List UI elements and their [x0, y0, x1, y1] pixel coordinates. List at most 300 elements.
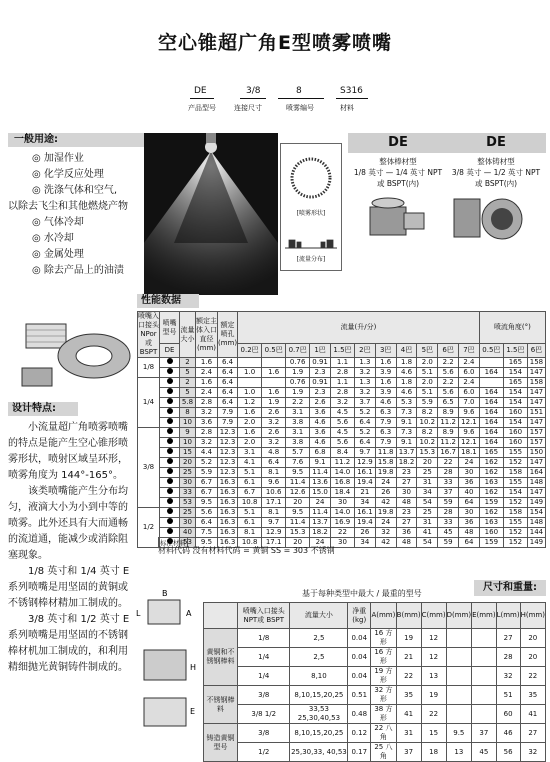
usage-item: ◎ 除去产品上的油渍: [32, 265, 124, 276]
perf-cell: 53: [180, 538, 196, 548]
perf-cell: 2.0: [238, 438, 262, 448]
perf-row: [138, 378, 546, 388]
perf-cell: 6.1: [238, 518, 262, 528]
perf-cell: 151: [527, 408, 545, 418]
dims-cell: 19: [421, 686, 446, 705]
pressure-header: 1.5巴: [330, 344, 354, 358]
dims-cell: 35: [396, 686, 421, 705]
perf-cell: 3.2: [262, 418, 286, 428]
perf-cell: 36: [396, 528, 417, 538]
perf-cell: 15: [180, 448, 196, 458]
col-orifice: 流量大小: [180, 312, 196, 358]
perf-cell: 162: [479, 488, 503, 498]
dims-header: H(mm): [520, 603, 545, 629]
perf-cell: 1.6: [196, 358, 218, 368]
perf-cell: 154: [503, 418, 527, 428]
perf-cell: 8.1: [262, 468, 286, 478]
pn-caption-model: 产品型号: [188, 104, 216, 112]
perf-cell: 1.3: [354, 378, 375, 388]
perf-cell: 7.3: [396, 408, 417, 418]
perf-cell: 14.0: [330, 508, 354, 518]
dims-cell: 37: [396, 743, 421, 762]
model-dot: [160, 528, 180, 538]
perf-cell: 6.7: [238, 488, 262, 498]
perf-cell: 1.6: [238, 428, 262, 438]
features-text: [8, 420, 130, 676]
perf-cell: 16.8: [330, 478, 354, 488]
spray-pattern-diagram: [280, 143, 342, 271]
perf-cell: 16.7: [438, 448, 459, 458]
perf-cell: 1.6: [375, 358, 396, 368]
usage-heading: 一般用途:: [8, 133, 144, 147]
perf-cell: 14.0: [330, 468, 354, 478]
perf-cell: 11.2: [438, 418, 459, 428]
perf-cell: 30: [180, 478, 196, 488]
perf-cell: 157: [527, 438, 545, 448]
perf-cell: 23: [396, 468, 417, 478]
perf-cell: 3.1: [286, 428, 310, 438]
perf-cell: 30: [330, 538, 354, 548]
perf-cell: 9.6: [459, 428, 480, 438]
dims-cell: 19 方形: [371, 667, 397, 686]
dims-cell: 56: [496, 743, 520, 762]
perf-cell: 160: [503, 408, 527, 418]
perf-cell: 1.1: [330, 378, 354, 388]
perf-cell: 1.6: [196, 378, 218, 388]
usage-item: ◎ 水冷却: [32, 233, 74, 244]
perf-cell: 27: [396, 478, 417, 488]
model-dot: [160, 508, 180, 518]
perf-cell: 30: [459, 508, 480, 518]
perf-cell: 3.2: [262, 438, 286, 448]
dims-row: [204, 686, 546, 705]
de-cast-line: 整体铸材型: [477, 157, 515, 166]
perf-cell: 6.1: [238, 478, 262, 488]
perf-cell: 26: [354, 528, 375, 538]
perf-cell: 5.7: [286, 448, 310, 458]
perf-cell: 16.3: [218, 528, 238, 538]
perf-cell: 152: [503, 528, 527, 538]
perf-cell: 9.5: [196, 538, 218, 548]
de-bar-line: 或 BSPT(内): [376, 179, 420, 188]
usage-item: ◎ 气体冷却: [32, 217, 84, 228]
svg-text:H: H: [190, 663, 197, 672]
perf-cell: [238, 358, 262, 368]
perf-cell: 155: [503, 448, 527, 458]
perf-cell: 164: [479, 388, 503, 398]
perf-cell: 158: [527, 358, 545, 368]
perf-cell: 12.3: [218, 438, 238, 448]
perf-cell: 20: [286, 538, 310, 548]
perf-cell: 0.91: [310, 378, 331, 388]
perf-cell: 25: [417, 468, 438, 478]
perf-cell: 5.9: [417, 398, 438, 408]
perf-cell: 147: [527, 388, 545, 398]
perf-cell: 41: [417, 528, 438, 538]
page-title: 空心锥超广角E型喷雾喷嘴: [158, 32, 392, 54]
perf-row: [138, 398, 546, 408]
de-bar-line: 1/8 英寸 — 1/4 英寸 NPT: [353, 168, 443, 177]
perf-cell: 24: [459, 458, 480, 468]
perf-cell: 9.6: [262, 478, 286, 488]
pressure-header: 1巴: [310, 344, 331, 358]
perf-cell: 24: [375, 518, 396, 528]
perf-cell: 40: [180, 528, 196, 538]
dims-cell: 0.04: [348, 629, 371, 648]
perf-cell: 1.9: [286, 368, 310, 378]
perf-row: [138, 528, 546, 538]
de-bar-line: 整体棒材型: [379, 157, 417, 166]
dims-cell: 1/2: [238, 743, 290, 762]
std-material-tag: 标准材料: [160, 539, 186, 547]
perf-cell: 5.6: [438, 368, 459, 378]
dims-cell: 27: [520, 724, 545, 743]
col-angle: 喷流角度(°): [479, 312, 545, 344]
perf-cell: 5.1: [238, 468, 262, 478]
material-code-note: 材料代码 没有材料代码 = 黄铜 SS = 303 不锈钢: [158, 546, 335, 555]
perf-cell: 31: [417, 518, 438, 528]
perf-cell: 8.2: [417, 428, 438, 438]
perf-cell: 162: [479, 508, 503, 518]
dimensions-table: [203, 602, 546, 762]
col-model-de: DE: [160, 344, 180, 358]
perf-cell: 157: [527, 428, 545, 438]
perf-cell: 160: [503, 438, 527, 448]
dims-cell: 16 方形: [371, 629, 397, 648]
perf-cell: 20: [417, 458, 438, 468]
perf-cell: 28: [438, 468, 459, 478]
perf-cell: 22: [438, 458, 459, 468]
perf-cell: 9.7: [262, 518, 286, 528]
col-inlet: 喷嘴入口接头NPor或BSPT: [138, 312, 159, 356]
dims-cell: 8,10,15,20,25: [290, 686, 348, 705]
dims-row: [204, 629, 546, 648]
perf-cell: 9.1: [310, 458, 331, 468]
perf-cell: 1.6: [262, 368, 286, 378]
perf-cell: 10.8: [238, 498, 262, 508]
dims-material-cell: 黄铜和不锈钢棒料: [204, 629, 238, 686]
pn-code-material: S316: [340, 86, 363, 96]
dims-cell: 60: [496, 705, 520, 724]
dims-cell: 0.12: [348, 724, 371, 743]
usage-list: [8, 151, 148, 279]
dims-cell: 20: [520, 648, 545, 667]
perf-cell: 0.76: [286, 378, 310, 388]
perf-cell: 1.0: [238, 368, 262, 378]
perf-cell: 1.2: [238, 398, 262, 408]
perf-cell: 150: [527, 448, 545, 458]
angle-pressure-header: 0.5巴: [479, 344, 503, 358]
pressure-header: 6巴: [438, 344, 459, 358]
usage-item: ◎ 金属处理: [32, 249, 84, 260]
perf-cell: 9.5: [196, 498, 218, 508]
perf-cell: 6.4: [218, 378, 238, 388]
perf-cell: 147: [527, 488, 545, 498]
perf-row: [138, 518, 546, 528]
perf-cell: 2.6: [310, 398, 331, 408]
perf-cell: 164: [527, 468, 545, 478]
perf-cell: 3.7: [354, 398, 375, 408]
col-nominal-dia: 额定主体入口直径(mm): [196, 312, 218, 358]
model-dot: [160, 428, 180, 438]
pressure-header: 4巴: [396, 344, 417, 358]
dims-cell: 0.17: [348, 743, 371, 762]
perf-cell: 158: [503, 468, 527, 478]
perf-cell: 0.76: [286, 358, 310, 368]
perf-cell: 9.5: [286, 508, 310, 518]
perf-cell: 30: [459, 468, 480, 478]
pressure-header: 0.7巴: [286, 344, 310, 358]
perf-row: [138, 468, 546, 478]
perf-cell: 19.4: [354, 478, 375, 488]
perf-cell: 6.4: [218, 398, 238, 408]
svg-text:A: A: [186, 609, 192, 618]
perf-cell: 33: [438, 478, 459, 488]
perf-cell: 6.3: [375, 428, 396, 438]
dims-cell: 1/4: [238, 648, 290, 667]
perf-cell: 4.1: [238, 458, 262, 468]
perf-cell: 3.2: [196, 438, 218, 448]
perf-cell: 2.8: [330, 388, 354, 398]
perf-cell: 8.9: [438, 428, 459, 438]
dims-cell: 32: [520, 743, 545, 762]
usage-item: ◎ 加湿作业: [32, 153, 84, 164]
perf-cell: 5.6: [330, 438, 354, 448]
perf-cell: 19.8: [375, 508, 396, 518]
perf-cell: 2.0: [417, 358, 438, 368]
dims-cell: 13: [421, 667, 446, 686]
perf-cell: 24: [375, 478, 396, 488]
perf-cell: 2.6: [262, 408, 286, 418]
dims-cell: 38 方形: [371, 705, 397, 724]
perf-cell: 8.1: [262, 508, 286, 518]
perf-cell: 2.2: [438, 378, 459, 388]
perf-cell: 10: [180, 438, 196, 448]
perf-cell: 165: [503, 358, 527, 368]
perf-cell: 3.6: [310, 408, 331, 418]
perf-cell: 144: [527, 528, 545, 538]
perf-cell: 3.8: [286, 418, 310, 428]
perf-cell: 64: [459, 498, 480, 508]
perf-cell: 7.3: [396, 428, 417, 438]
dims-cell: 37: [472, 724, 497, 743]
perf-cell: 164: [479, 408, 503, 418]
perf-cell: 164: [479, 398, 503, 408]
perf-cell: 6.0: [459, 388, 480, 398]
usage-item: ◎ 洗涤气体和空气,: [32, 185, 118, 196]
model-dot: [160, 398, 180, 408]
perf-cell: 155: [503, 478, 527, 488]
perf-cell: 147: [527, 368, 545, 378]
dims-cell: 32: [496, 667, 520, 686]
model-dot: [160, 498, 180, 508]
perf-cell: 10: [180, 418, 196, 428]
perf-row: [138, 508, 546, 518]
de-bar-product: [348, 133, 448, 252]
perf-cell: 18.2: [396, 458, 417, 468]
dims-header: E(mm): [472, 603, 497, 629]
perf-cell: 30: [330, 498, 354, 508]
perf-cell: 34: [417, 488, 438, 498]
perf-cell: [238, 378, 262, 388]
dims-cell: 3/8: [238, 686, 290, 705]
perf-cell: 13.7: [310, 518, 331, 528]
perf-cell: 7.6: [286, 458, 310, 468]
dims-header: 流量大小: [290, 603, 348, 629]
perf-cell: 2.8: [196, 428, 218, 438]
perf-cell: 2.4: [196, 368, 218, 378]
de-cast-line: 3/8 英寸 — 1/2 英寸 NPT: [451, 168, 541, 177]
nozzle-bar-icon: [348, 189, 448, 249]
perf-cell: 7.9: [218, 418, 238, 428]
perf-cell: 11.4: [310, 508, 331, 518]
perf-cell: 54: [417, 498, 438, 508]
perf-cell: 54: [417, 538, 438, 548]
perf-cell: 16.9: [330, 518, 354, 528]
dims-cell: 25,30,33, 40,53: [290, 743, 348, 762]
perf-cell: 1.9: [286, 388, 310, 398]
pressure-header: 2巴: [354, 344, 375, 358]
dims-cell: 1/8: [238, 629, 290, 648]
perf-row: [138, 358, 546, 368]
perf-cell: 4.5: [330, 428, 354, 438]
dims-cell: 33,53 25,30,40,53: [290, 705, 348, 724]
dims-cell: 31: [396, 724, 421, 743]
perf-cell: 9.1: [396, 418, 417, 428]
perf-cell: 20: [180, 458, 196, 468]
perf-cell: 21: [354, 488, 375, 498]
model-dot: [160, 368, 180, 378]
perf-cell: [479, 358, 503, 368]
perf-cell: 165: [503, 378, 527, 388]
perf-cell: 20: [286, 498, 310, 508]
dims-row: [204, 667, 546, 686]
perf-cell: 16.3: [218, 488, 238, 498]
perf-cell: 152: [503, 538, 527, 548]
dims-cell: 0.04: [348, 648, 371, 667]
perf-cell: 6.4: [218, 358, 238, 368]
perf-cell: 9.1: [396, 438, 417, 448]
dims-cell: 41: [520, 705, 545, 724]
model-dot: [160, 478, 180, 488]
perf-cell: 34: [354, 538, 375, 548]
perf-cell: 11.2: [438, 438, 459, 448]
dims-cell: 13: [446, 743, 472, 762]
dims-row: [204, 743, 546, 762]
perf-cell: 22: [330, 528, 354, 538]
dims-cell: 0.51: [348, 686, 371, 705]
model-dot: [160, 408, 180, 418]
dims-cell: 25 八角: [371, 743, 397, 762]
perf-cell: 5.9: [196, 468, 218, 478]
perf-cell: 19.4: [354, 518, 375, 528]
perf-row: [138, 438, 546, 448]
pn-code-model: DE: [194, 86, 207, 96]
dims-cell: 2,5: [290, 648, 348, 667]
pn-caption-spray: 喷雾编号: [286, 104, 314, 112]
perf-cell: 1.0: [238, 388, 262, 398]
model-dot: [160, 468, 180, 478]
perf-cell: 34: [354, 498, 375, 508]
perf-cell: 15.3: [417, 448, 438, 458]
perf-cell: 154: [503, 398, 527, 408]
perf-cell: 4.6: [396, 368, 417, 378]
angle-pressure-header: 6巴: [527, 344, 545, 358]
dims-row: [204, 724, 546, 743]
dims-cell: 12: [421, 648, 446, 667]
dims-material-cell: 不锈钢棒料: [204, 686, 238, 724]
performance-table: [137, 311, 546, 548]
perf-cell: 28: [438, 508, 459, 518]
model-dot: [160, 388, 180, 398]
perf-inlet-cell: 3/8: [138, 428, 160, 508]
perf-cell: 6.4: [218, 388, 238, 398]
perf-cell: 3.6: [196, 418, 218, 428]
features-heading: 设计特点:: [8, 402, 78, 416]
svg-text:B: B: [162, 589, 168, 598]
perf-cell: 5.2: [354, 428, 375, 438]
perf-cell: 6.3: [375, 408, 396, 418]
perf-cell: 162: [479, 468, 503, 478]
dims-cell: [446, 705, 472, 724]
perf-cell: 16.3: [218, 538, 238, 548]
feature-paragraph: 3/8 英寸和 1/2 英寸 E 系列喷嘴是用坚固的不锈钢棒材机加工制成的，和利用精细抛光黄铜铸件制成的。: [8, 614, 130, 673]
perf-row: [138, 388, 546, 398]
perf-cell: 159: [479, 538, 503, 548]
perf-cell: 42: [375, 498, 396, 508]
feature-paragraph: 小流量超广角喷雾喷嘴的特点是能产生空心锥形喷雾形状，喷射区域呈环形，喷雾角度为 144°-165°。: [8, 422, 128, 481]
dims-cell: 51: [496, 686, 520, 705]
pressure-header: 7巴: [459, 344, 480, 358]
perf-cell: 5.1: [417, 388, 438, 398]
perf-cell: 64: [459, 538, 480, 548]
perf-heading: 性能数据: [137, 294, 199, 308]
perf-cell: 4.6: [310, 418, 331, 428]
perf-cell: 17.1: [262, 498, 286, 508]
dims-cell: 41: [396, 705, 421, 724]
dims-header: B(mm): [396, 603, 421, 629]
perf-cell: 154: [503, 388, 527, 398]
perf-cell: 8.9: [438, 408, 459, 418]
perf-cell: 16.3: [218, 518, 238, 528]
dims-material-cell: 铸造黄铜型号: [204, 724, 238, 762]
perf-cell: 1.8: [396, 358, 417, 368]
perf-cell: 4.4: [196, 448, 218, 458]
pressure-header: 0.2巴: [238, 344, 262, 358]
perf-cell: 16.3: [218, 478, 238, 488]
perf-cell: [479, 378, 503, 388]
perf-cell: 13.6: [310, 478, 331, 488]
perf-row: [138, 498, 546, 508]
pressure-header: 3巴: [375, 344, 396, 358]
dims-cell: 9.5: [446, 724, 472, 743]
model-dot: [160, 458, 180, 468]
perf-cell: 33: [438, 518, 459, 528]
perf-cell: 5.1: [238, 508, 262, 518]
perf-cell: 12.3: [218, 428, 238, 438]
perf-cell: 10.2: [417, 418, 438, 428]
perf-cell: 163: [479, 478, 503, 488]
perf-cell: 165: [479, 448, 503, 458]
perf-cell: 149: [527, 538, 545, 548]
col-model: 喷嘴型号: [160, 312, 180, 344]
perf-cell: 160: [479, 528, 503, 538]
flow-dist-label: [流量分布]: [296, 256, 326, 263]
perf-cell: 11.4: [286, 478, 310, 488]
dims-cell: 46: [496, 724, 520, 743]
perf-cell: 12.9: [354, 458, 375, 468]
perf-cell: 24: [310, 538, 331, 548]
